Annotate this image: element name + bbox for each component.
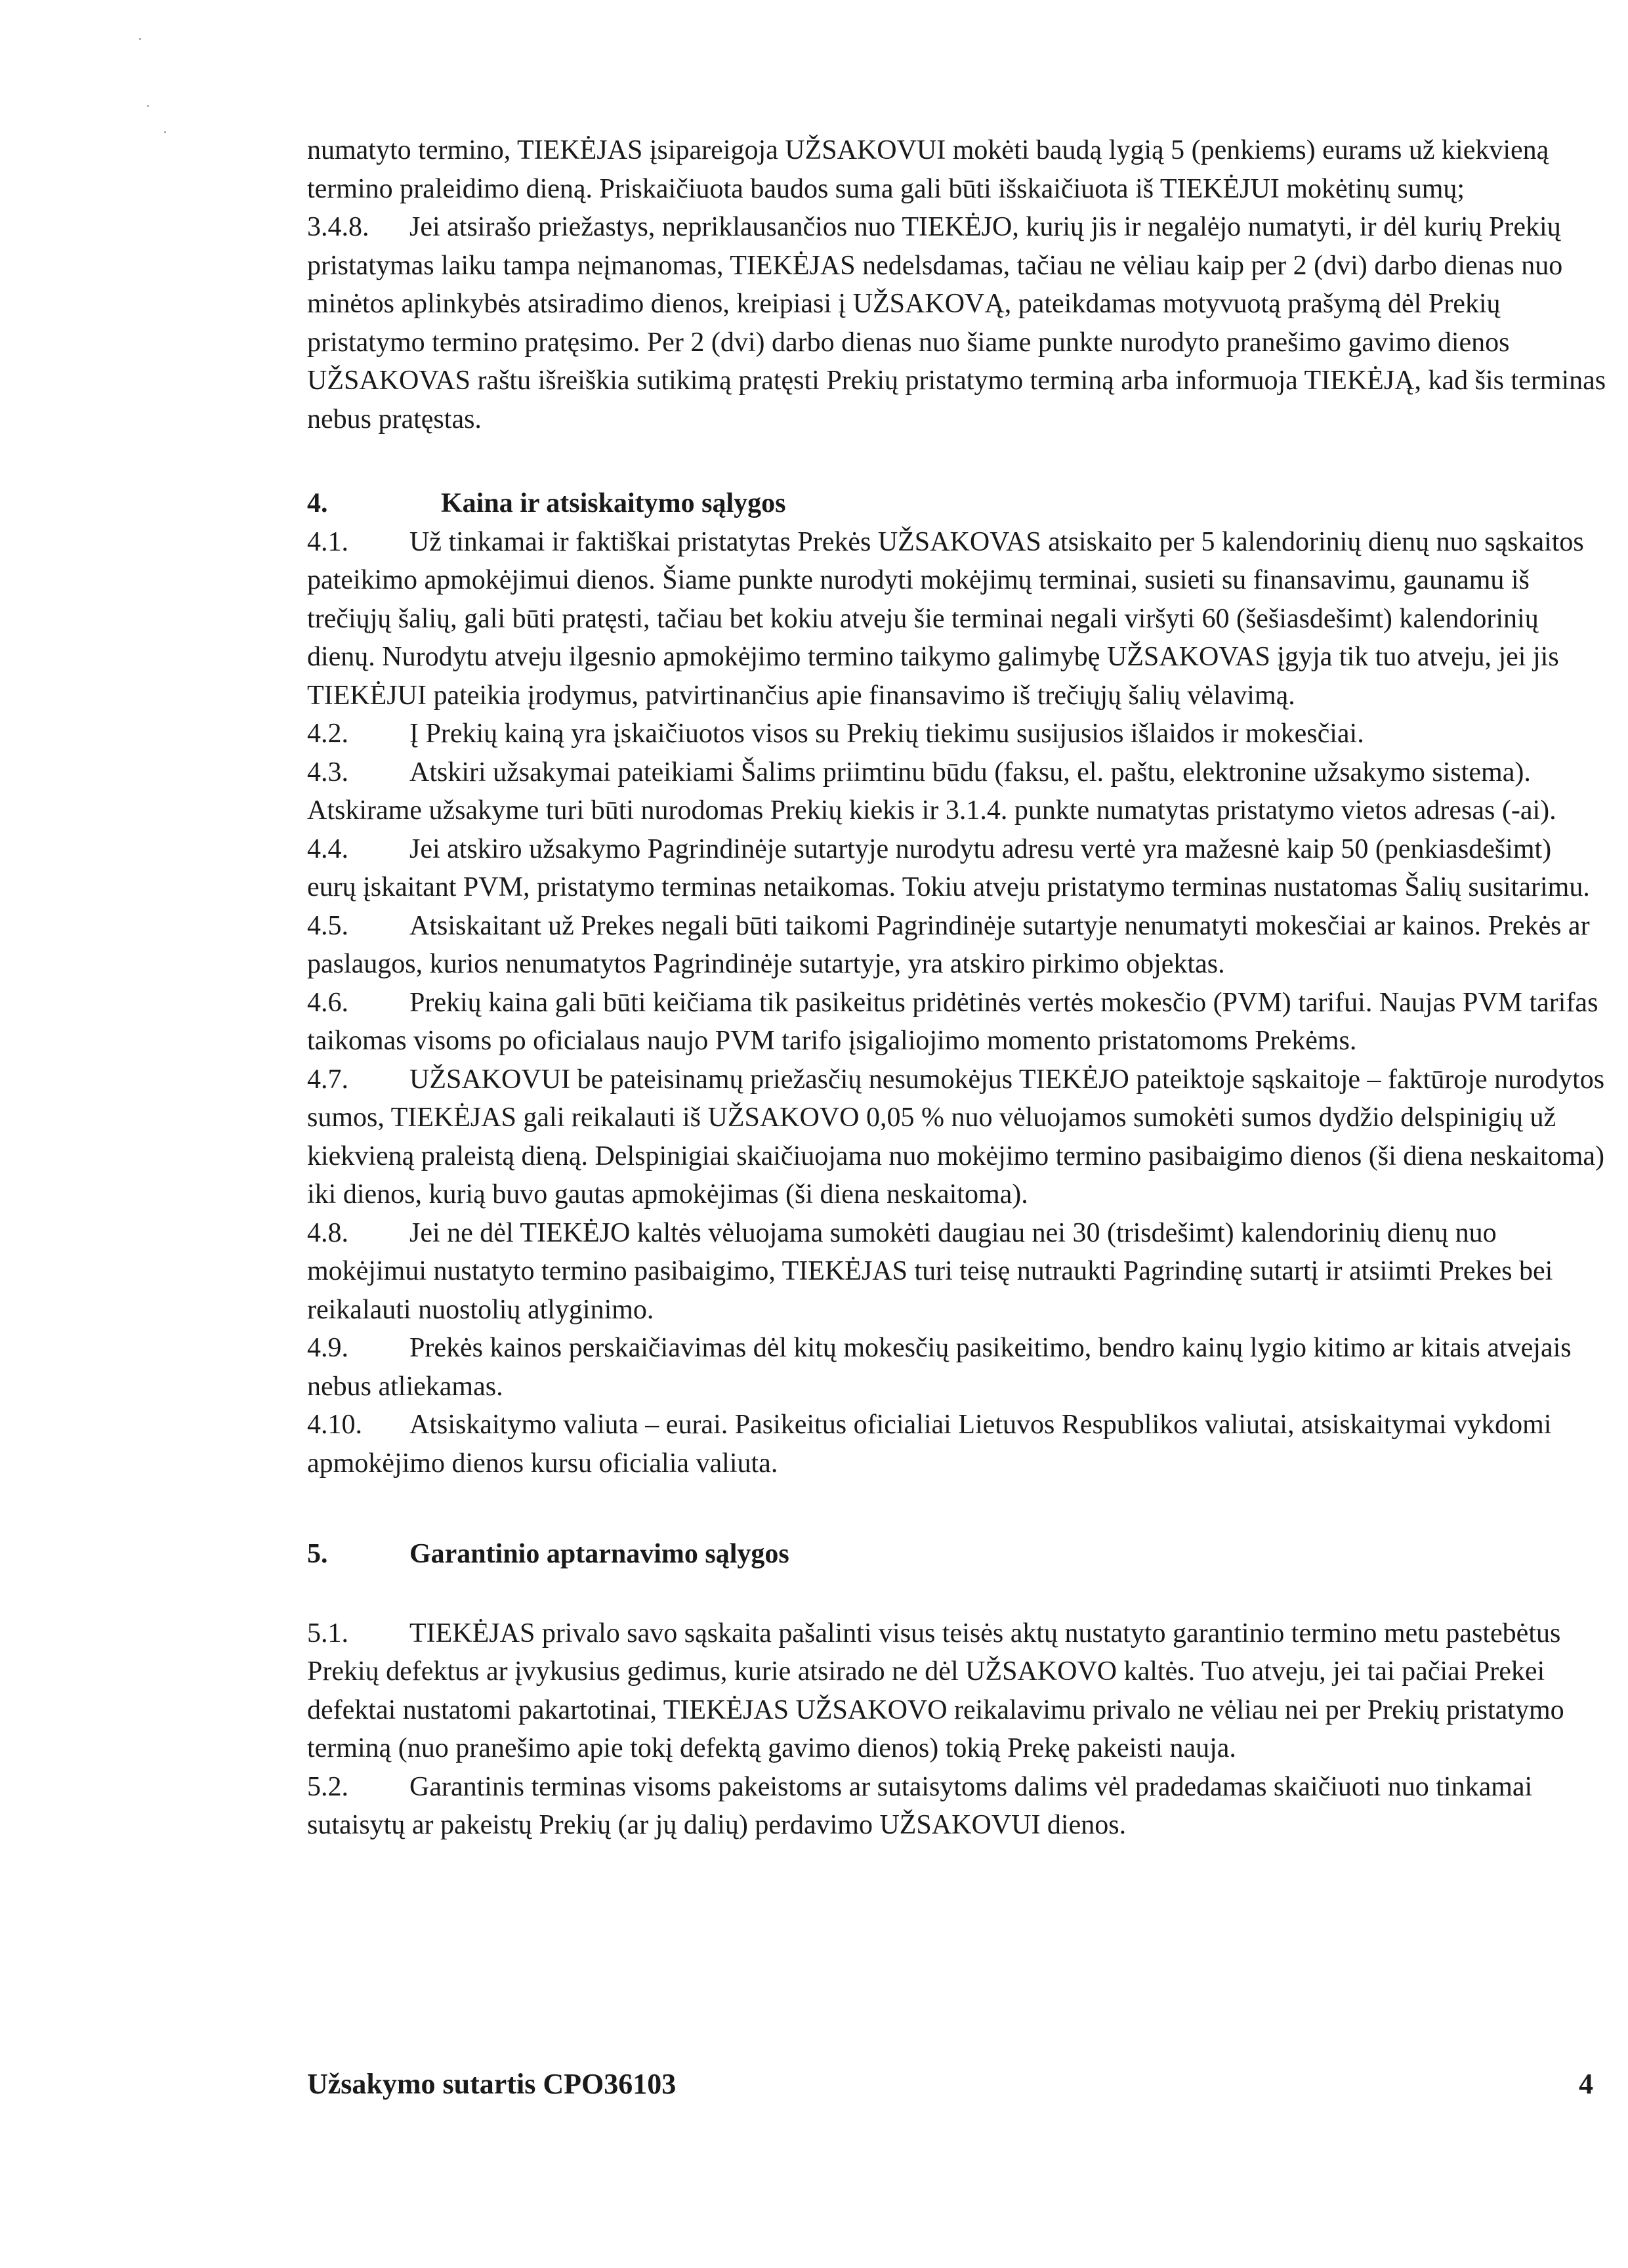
clause-text: Jei atsirašo priežastys, nepriklausančios nuo TIEKĖJO, kurių jis ir negalėjo numatyti, ir dėl kurių Prekių pristatymas laiku tampa neįmanomas, TIEKĖJAS nedelsdamas, tačiau ne vėliau kaip per 2 (dvi) darbo dienas nuo minėtos aplinkybės atsiradimo dienos, kreipiasi į UŽSAKOVĄ, pateikdamas motyvuotą prašymą dėl Prekių pristatymo termino pratęsimo. Per 2 (dvi) darbo dienas nuo šiame punkte nurodyto pranešimo gavimo dienos UŽSAKOVAS raštu išreiškia sutikimą pratęsti Prekių pristatymo terminą arba informuoja TIEKĖJĄ, kad šis terminas nebus pratęstas. — [307, 212, 1606, 434]
clause-4-8 — [307, 1214, 1606, 1330]
clause-number: 4.2. — [307, 719, 348, 749]
clause-4-5 — [307, 907, 1606, 984]
clause-number: 4.5. — [307, 910, 348, 941]
clause-text: Atskiri užsakymai pateikiami Šalims priimtinu būdu (faksu, el. paštu, elektronine užsakymo sistema). Atskirame užsakyme turi būti nurodomas Prekių kiekis ir 3.1.4. punkte numatytas pristatymo vietos adresas (-ai). — [307, 757, 1556, 826]
clause-5-2 — [307, 1768, 1606, 1845]
section-5-heading — [307, 1535, 1606, 1574]
clause-text: Jei ne dėl TIEKĖJO kaltės vėluojama sumokėti daugiau nei 30 (trisdešimt) kalendorinių dienų nuo mokėjimui nustatyto termino pasibaigimo, TIEKĖJAS turi teisę nutraukti Pagrindinę sutartį ir atsiimti Prekes bei reikalauti nuostolių atlyginimo. — [307, 1217, 1553, 1325]
clause-number: 3.4.8. — [307, 212, 369, 242]
clause-4-6 — [307, 984, 1606, 1060]
clause-number: 4.4. — [307, 833, 348, 864]
clause-number: 4.1. — [307, 526, 348, 557]
clause-number: 4.3. — [307, 757, 348, 788]
clause-4-3 — [307, 753, 1606, 830]
clause-5-1 — [307, 1614, 1606, 1768]
section-number: 4. — [307, 488, 328, 518]
clause-text: Atsiskaitymo valiuta – eurai. Pasikeitus oficialiai Lietuvos Respublikos valiutai, atsiskaitymai vykdomi apmokėjimo dienos kursu oficialia valiuta. — [307, 1410, 1552, 1479]
scan-speck — [164, 131, 166, 133]
clause-text: Prekės kainos perskaičiavimas dėl kitų mokesčių pasikeitimo, bendro kainų lygio kitimo ar kitais atvejais nebus atliekamas. — [307, 1333, 1572, 1402]
clause-number: 5.1. — [307, 1618, 348, 1648]
clause-number: 4.9. — [307, 1333, 348, 1363]
clause-number: 4.7. — [307, 1064, 348, 1095]
clause-text: Prekių kaina gali būti keičiama tik pasikeitus pridėtinės vertės mokesčio (PVM) tarifui. Naujas PVM tarifas taikomas visoms po oficialaus naujo PVM tarifo įsigaliojimo momento pristatomoms Prekėms. — [307, 987, 1598, 1056]
page-number: 4 — [1579, 2068, 1593, 2100]
footer-document-title: Užsakymo sutartis CPO36103 — [307, 2068, 677, 2100]
clause-text: Jei atskiro užsakymo Pagrindinėje sutartyje nurodytu adresu vertė yra mažesnė kaip 50 (penkiasdešimt) eurų įskaitant PVM, pristatymo terminas netaikomas. Tokiu atveju pristatymo terminas nustatomas Šalių susitarimu. — [307, 833, 1590, 902]
clause-text: TIEKĖJAS privalo savo sąskaita pašalinti visus teisės aktų nustatyto garantinio termino metu pastebėtus Prekių defektus ar įvykusius gedimus, kurie atsirado ne dėl UŽSAKOVO kaltės. Tuo atveju, jei tai pačiai Prekei defektai nustatomi pakartotinai, TIEKĖJAS UŽSAKOVO reikalavimu privalo ne vėliau nei per Prekių pristatymo terminą (nuo pranešimo apie tokį defektą gavimo dienos) tokią Prekę pakeisti nauja. — [307, 1618, 1564, 1763]
clause-number: 5.2. — [307, 1771, 348, 1802]
clause-number: 4.6. — [307, 987, 348, 1018]
clause-text: Už tinkamai ir faktiškai pristatytas Prekės UŽSAKOVAS atsiskaito per 5 kalendorinių dienų nuo sąskaitos pateikimo apmokėjimui dienos. Šiame punkte nurodyti mokėjimų terminai, susieti su finansavimu, gaunamu iš trečiųjų šalių, gali būti pratęsti, tačiau bet kokiu atveju šie terminai negali viršyti 60 (šešiasdešimt) kalendorinių dienų. Nurodytu atveju ilgesnio apmokėjimo termino taikymo galimybę UŽSAKOVAS įgyja tik tuo atveju, jei jis TIEKĖJUI pateikia įrodymus, patvirtinančius apie finansavimo iš trečiųjų šalių vėlavimą. — [307, 526, 1584, 711]
section-title: Kaina ir atsiskaitymo sąlygos — [441, 488, 786, 518]
clause-4-7 — [307, 1060, 1606, 1214]
clause-text: Atsiskaitant už Prekes negali būti taikomi Pagrindinėje sutartyje nenumatyti mokesčiai ar kainos. Prekės ar paslaugos, kurios nenumatytos Pagrindinėje sutartyje, yra atskiro pirkimo objektas. — [307, 910, 1590, 979]
section-title: Garantinio aptarnavimo sąlygos — [409, 1539, 789, 1569]
clause-text: Į Prekių kainą yra įskaičiuotos visos su Prekių tiekimu susijusios išlaidos ir mokesčiai. — [409, 719, 1364, 749]
scan-speck — [147, 105, 149, 107]
clause-4-4 — [307, 830, 1606, 907]
document-page — [307, 131, 1606, 1845]
clause-number: 4.8. — [307, 1217, 348, 1248]
clause-text: Garantinis terminas visoms pakeistoms ar sutaisytoms dalims vėl pradedamas skaičiuoti nuo tinkamai sutaisytų ar pakeistų Prekių (ar jų dalių) perdavimo UŽSAKOVUI dienos. — [307, 1771, 1533, 1840]
paragraph-intro: numatyto termino, TIEKĖJAS įsipareigoja UŽSAKOVUI mokėti baudą lygią 5 (penkiems) eurams už kiekvieną termino praleidimo dieną. Priskaičiuota baudos suma gali būti išskaičiuota iš TIEKĖJUI mokėtinų sumų; — [307, 135, 1549, 204]
clause-4-1 — [307, 523, 1606, 715]
section-4-heading — [307, 484, 1606, 523]
clause-3-4-8 — [307, 208, 1606, 438]
section-number: 5. — [307, 1539, 328, 1569]
clause-number: 4.10. — [307, 1410, 362, 1440]
clause-text: UŽSAKOVUI be pateisinamų priežasčių nesumokėjus TIEKĖJO pateiktoje sąskaitoje – faktūroje nurodytos sumos, TIEKĖJAS gali reikalauti iš UŽSAKOVO 0,05 % nuo vėluojamos sumokėti sumos dydžio delspinigių už kiekvieną praleistą dieną. Delspinigiai skaičiuojama nuo mokėjimo termino pasibaigimo dienos (ši diena neskaitoma) iki dienos, kurią buvo gautas apmokėjimas (ši diena neskaitoma). — [307, 1064, 1605, 1209]
clause-4-2 — [307, 715, 1606, 753]
scan-speck — [139, 38, 141, 40]
clause-4-9 — [307, 1329, 1606, 1406]
clause-4-10 — [307, 1406, 1606, 1482]
